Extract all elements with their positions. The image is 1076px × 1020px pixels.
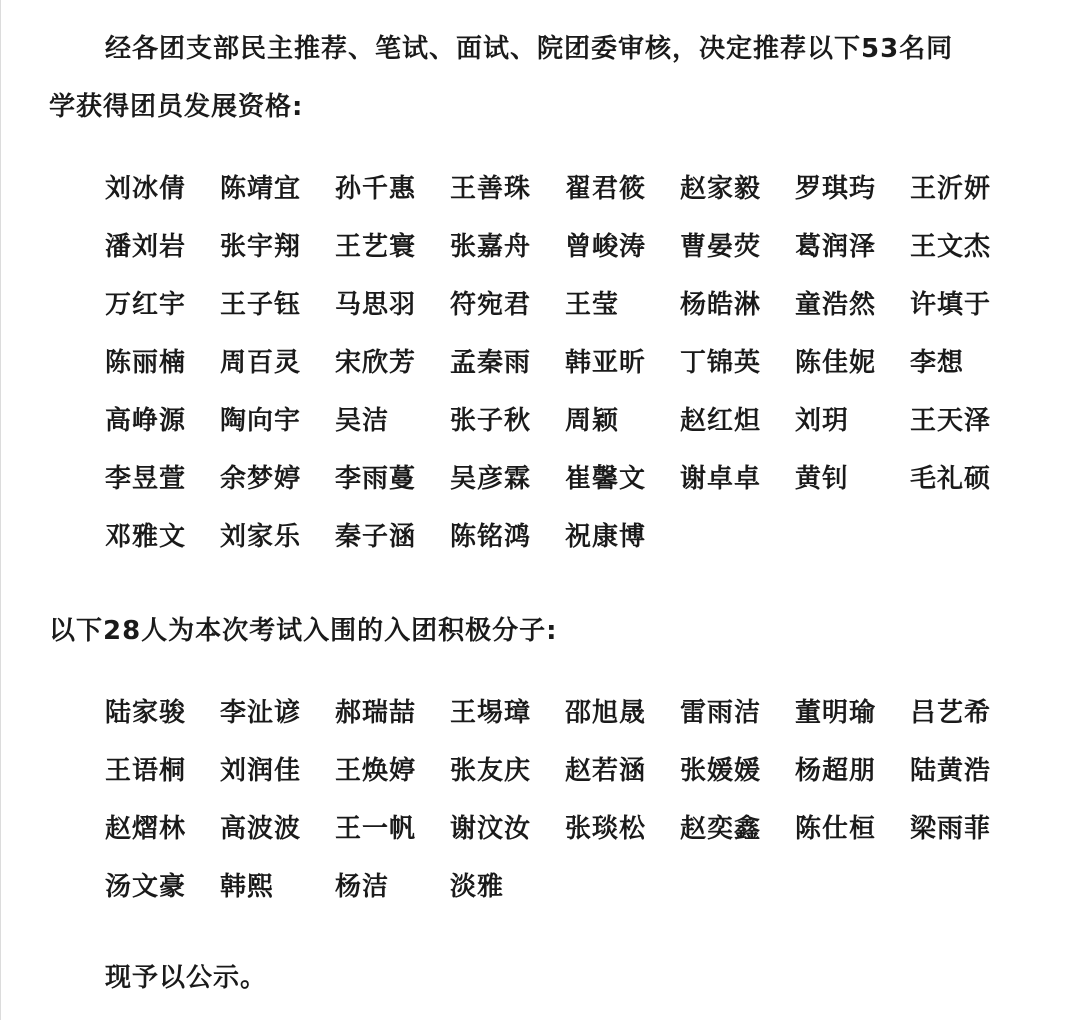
name-item: 陆黄浩 bbox=[910, 756, 992, 786]
name-item: 王子钰 bbox=[220, 290, 302, 320]
name-item: 马思羽 bbox=[335, 290, 417, 320]
name-item: 李雨蔓 bbox=[335, 464, 417, 494]
name-item: 梁雨菲 bbox=[910, 814, 992, 844]
name-item: 赵熠林 bbox=[105, 814, 187, 844]
name-item: 杨洁 bbox=[335, 872, 390, 902]
name-item: 赵奕鑫 bbox=[680, 814, 762, 844]
intro-line-1: 经各团支部民主推荐、笔试、面试、院团委审核，决定推荐以下53名同 bbox=[105, 34, 954, 64]
name-item: 万红宇 bbox=[105, 290, 187, 320]
name-item: 李想 bbox=[910, 348, 965, 378]
name-item: 刘润佳 bbox=[220, 756, 302, 786]
name-item: 周百灵 bbox=[220, 348, 302, 378]
name-item: 张子秋 bbox=[450, 406, 532, 436]
name-item: 赵红炟 bbox=[680, 406, 762, 436]
name-item: 赵若涵 bbox=[565, 756, 647, 786]
name-item: 吴洁 bbox=[335, 406, 390, 436]
name-item: 淡雅 bbox=[450, 872, 505, 902]
name-item: 翟君筱 bbox=[565, 174, 647, 204]
name-item: 张嘉舟 bbox=[450, 232, 532, 262]
name-item: 陈丽楠 bbox=[105, 348, 187, 378]
name-item: 邓雅文 bbox=[105, 522, 187, 552]
name-item: 高峥源 bbox=[105, 406, 187, 436]
name-item: 宋欣芳 bbox=[335, 348, 417, 378]
name-item: 周颖 bbox=[565, 406, 620, 436]
name-item: 余梦婷 bbox=[220, 464, 302, 494]
name-item: 曹晏荧 bbox=[680, 232, 762, 262]
closing-line: 现予以公示。 bbox=[105, 963, 268, 993]
name-item: 孟秦雨 bbox=[450, 348, 532, 378]
name-item: 汤文豪 bbox=[105, 872, 187, 902]
name-item: 陈仕桓 bbox=[795, 814, 877, 844]
name-item: 符宛君 bbox=[450, 290, 532, 320]
name-item: 吴彦霖 bbox=[450, 464, 532, 494]
name-item: 赵家毅 bbox=[680, 174, 762, 204]
name-item: 韩亚昕 bbox=[565, 348, 647, 378]
name-item: 黄钊 bbox=[795, 464, 850, 494]
name-item: 秦子涵 bbox=[335, 522, 417, 552]
name-item: 李昱萱 bbox=[105, 464, 187, 494]
name-item: 王语桐 bbox=[105, 756, 187, 786]
name-item: 董明瑜 bbox=[795, 698, 877, 728]
name-item: 吕艺希 bbox=[910, 698, 992, 728]
name-item: 潘刘岩 bbox=[105, 232, 187, 262]
name-item: 陶向宇 bbox=[220, 406, 302, 436]
name-item: 张媛媛 bbox=[680, 756, 762, 786]
name-item: 谢汶汝 bbox=[450, 814, 532, 844]
name-item: 王莹 bbox=[565, 290, 620, 320]
name-item: 张琰松 bbox=[565, 814, 647, 844]
intro-line-2: 学获得团员发展资格: bbox=[49, 92, 304, 122]
name-item: 刘冰倩 bbox=[105, 174, 187, 204]
name-item: 李沚谚 bbox=[220, 698, 302, 728]
name-item: 王文杰 bbox=[910, 232, 992, 262]
name-item: 陈铭鸿 bbox=[450, 522, 532, 552]
name-item: 陈佳妮 bbox=[795, 348, 877, 378]
activist-list bbox=[105, 696, 1025, 928]
name-item: 葛润泽 bbox=[795, 232, 877, 262]
name-item: 童浩然 bbox=[795, 290, 877, 320]
name-item: 王天泽 bbox=[910, 406, 992, 436]
name-item: 刘家乐 bbox=[220, 522, 302, 552]
name-item: 孙千惠 bbox=[335, 174, 417, 204]
name-item: 郝瑞喆 bbox=[335, 698, 417, 728]
name-item: 邵旭晟 bbox=[565, 698, 647, 728]
name-item: 王埸璋 bbox=[450, 698, 532, 728]
name-item: 曾峻涛 bbox=[565, 232, 647, 262]
name-item: 张友庆 bbox=[450, 756, 532, 786]
name-item: 陈靖宜 bbox=[220, 174, 302, 204]
name-item: 谢卓卓 bbox=[680, 464, 762, 494]
name-item: 雷雨洁 bbox=[680, 698, 762, 728]
name-item: 毛礼硕 bbox=[910, 464, 992, 494]
name-item: 崔馨文 bbox=[565, 464, 647, 494]
name-item: 杨皓淋 bbox=[680, 290, 762, 320]
name-item: 陆家骏 bbox=[105, 698, 187, 728]
name-item: 韩熙 bbox=[220, 872, 275, 902]
name-item: 王一帆 bbox=[335, 814, 417, 844]
name-item: 杨超朋 bbox=[795, 756, 877, 786]
activist-heading: 以下28人为本次考试入围的入团积极分子: bbox=[49, 616, 558, 646]
name-item: 许填于 bbox=[910, 290, 992, 320]
name-item: 罗琪玙 bbox=[795, 174, 877, 204]
name-item: 王沂妍 bbox=[910, 174, 992, 204]
name-item: 张宇翔 bbox=[220, 232, 302, 262]
member-candidates-list bbox=[105, 172, 1025, 578]
name-item: 祝康博 bbox=[565, 522, 647, 552]
name-item: 高波波 bbox=[220, 814, 302, 844]
name-item: 王善珠 bbox=[450, 174, 532, 204]
name-item: 刘玥 bbox=[795, 406, 850, 436]
name-item: 王焕婷 bbox=[335, 756, 417, 786]
name-item: 王艺寰 bbox=[335, 232, 417, 262]
name-item: 丁锦英 bbox=[680, 348, 762, 378]
